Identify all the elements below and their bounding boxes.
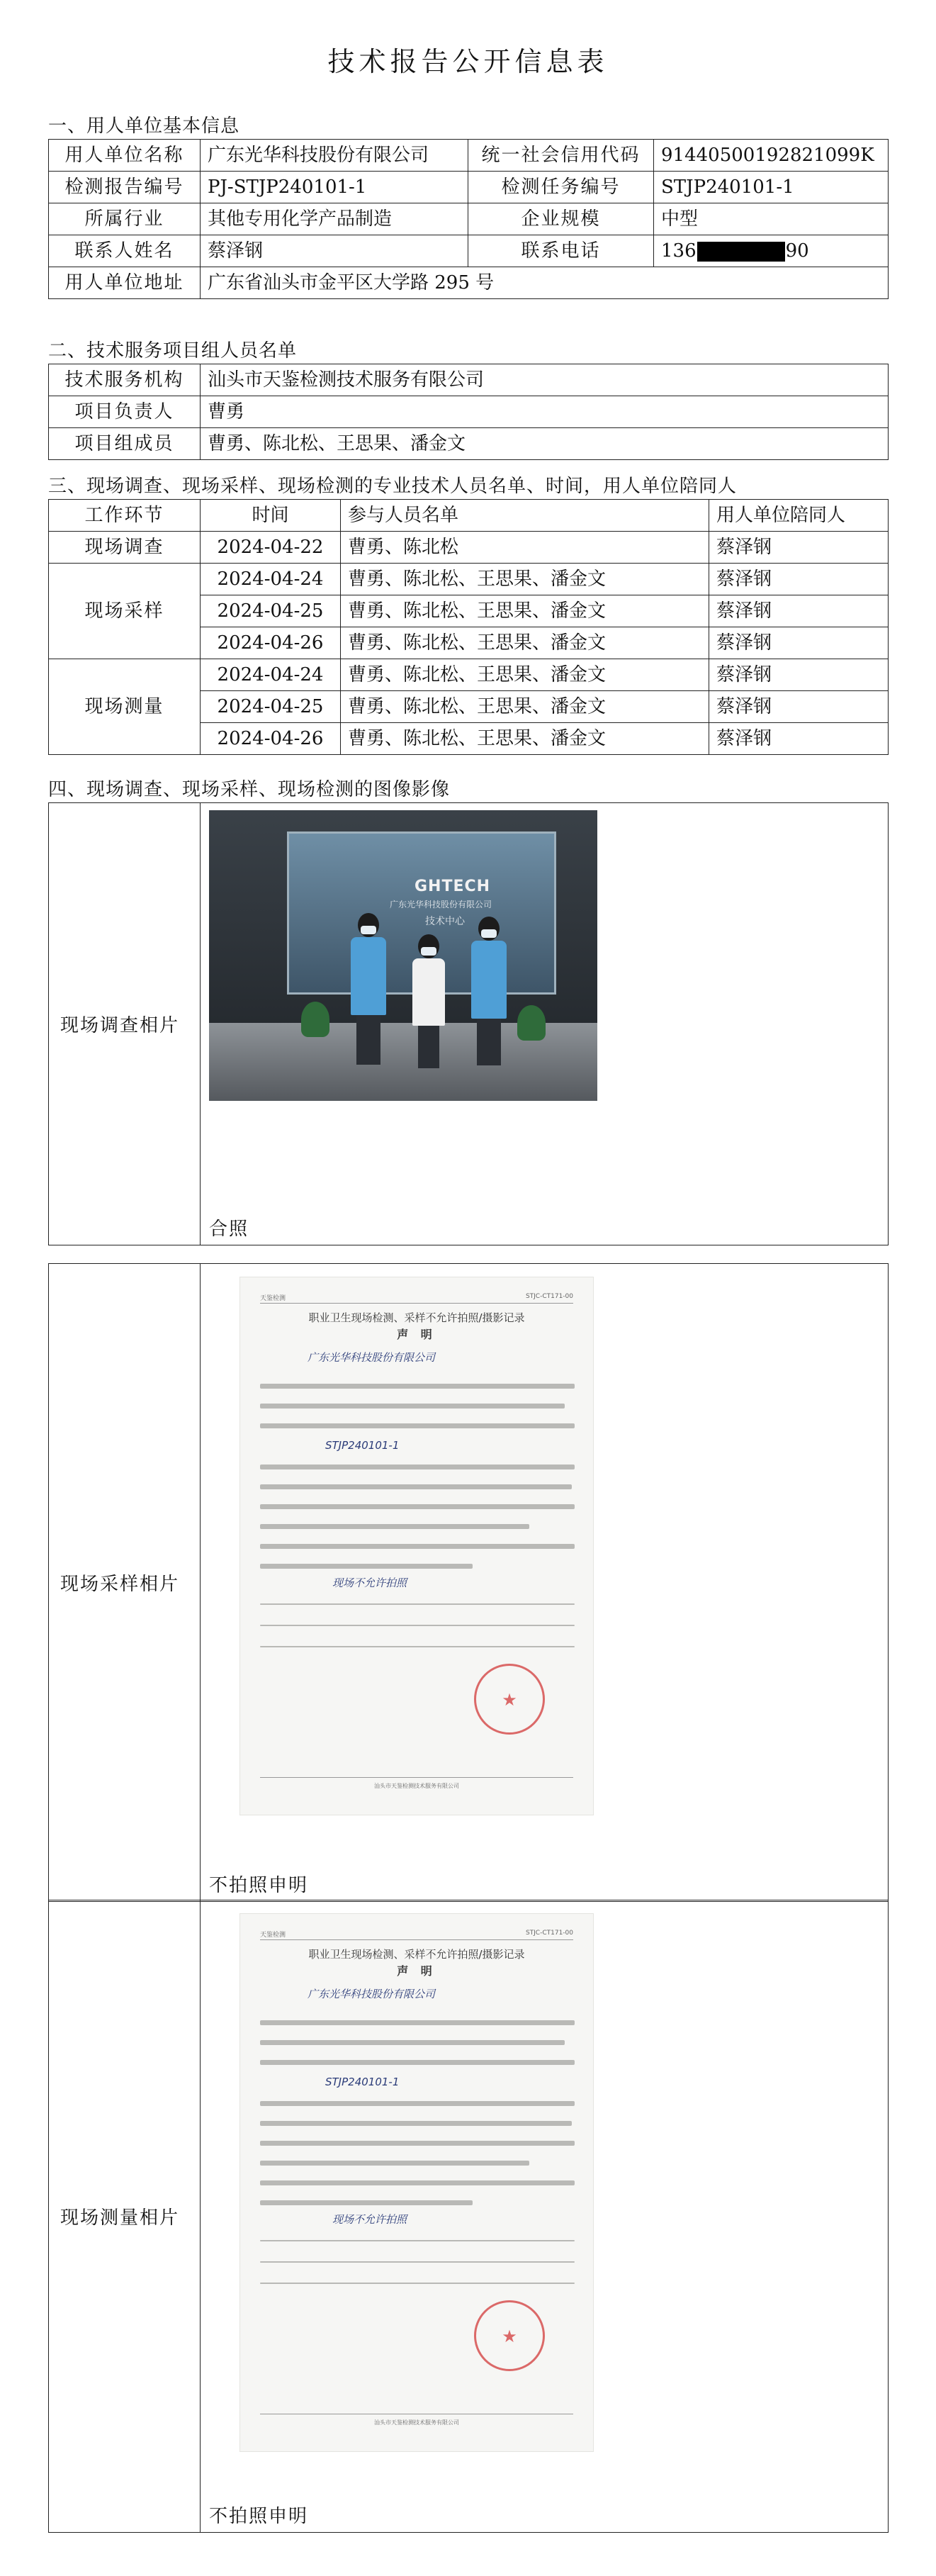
photo-cell bbox=[201, 1264, 889, 1902]
cell-label: 用人单位地址 bbox=[49, 267, 201, 299]
escort-cell: 蔡泽钢 bbox=[709, 627, 889, 659]
date-cell: 2024-04-26 bbox=[201, 723, 341, 755]
photo-caption: 合照 bbox=[209, 1219, 249, 1240]
section2-heading: 二、技术服务项目组人员名单 bbox=[48, 340, 298, 362]
staff-cell: 曹勇、陈北松、王思果、潘金文 bbox=[341, 723, 709, 755]
table-row bbox=[49, 1900, 889, 2533]
cell-label: 统一社会信用代码 bbox=[468, 140, 654, 172]
cell-value: 曹勇 bbox=[201, 396, 889, 428]
form-footer: 汕头市天鉴检测技术服务有限公司 bbox=[374, 2419, 459, 2426]
cell-label: 检测任务编号 bbox=[468, 172, 654, 203]
cell-label: 所属行业 bbox=[49, 203, 201, 235]
handwritten-code: STJP240101-1 bbox=[325, 1439, 400, 1452]
table-row bbox=[49, 203, 889, 235]
cell-label: 用人单位名称 bbox=[49, 140, 201, 172]
section3-heading: 三、现场调查、现场采样、现场检测的专业技术人员名单、时间，用人单位陪同人 bbox=[48, 476, 738, 497]
form-header-left: 天鉴检测 bbox=[260, 1932, 286, 1939]
cell-value: 91440500192821099K bbox=[654, 140, 889, 172]
phone-suffix: 90 bbox=[785, 240, 809, 262]
table-row bbox=[49, 267, 889, 299]
team-table bbox=[48, 364, 889, 460]
stage-cell: 现场采样 bbox=[49, 564, 201, 659]
plant-icon bbox=[301, 1002, 329, 1037]
table-row bbox=[49, 803, 889, 1245]
section1-heading: 一、用人单位基本信息 bbox=[48, 116, 240, 137]
handwritten-company: 广东光华科技股份有限公司 bbox=[308, 1988, 436, 2000]
handwritten-code: STJP240101-1 bbox=[325, 2076, 400, 2088]
form-title: 职业卫生现场检测、采样不允许拍照/摄影记录 bbox=[308, 1311, 525, 1324]
date-cell: 2024-04-24 bbox=[201, 659, 341, 691]
table-row bbox=[49, 659, 889, 691]
cell-value: 其他专用化学产品制造 bbox=[201, 203, 468, 235]
table-row bbox=[49, 428, 889, 460]
cell-value: 曹勇、陈北松、王思果、潘金文 bbox=[201, 428, 889, 460]
escort-cell: 蔡泽钢 bbox=[709, 595, 889, 627]
photo-row-label: 现场调查相片 bbox=[49, 803, 201, 1245]
basic-info-table bbox=[48, 139, 889, 299]
cell-value: 中型 bbox=[654, 203, 889, 235]
photo-cell bbox=[201, 1900, 889, 2533]
photo-caption: 不拍照申明 bbox=[209, 1875, 309, 1896]
photo-sign-company: 广东光华科技股份有限公司 bbox=[390, 900, 492, 909]
escort-cell: 蔡泽钢 bbox=[709, 659, 889, 691]
redaction-bar bbox=[697, 242, 785, 262]
form-subtitle: 声 明 bbox=[397, 1964, 436, 1978]
form-subtitle: 声 明 bbox=[397, 1328, 436, 1341]
escort-cell: 蔡泽钢 bbox=[709, 723, 889, 755]
date-cell: 2024-04-22 bbox=[201, 532, 341, 564]
cell-value: 汕头市天鉴检测技术服务有限公司 bbox=[201, 364, 889, 396]
date-cell: 2024-04-25 bbox=[201, 595, 341, 627]
staff-cell: 曹勇、陈北松、王思果、潘金文 bbox=[341, 627, 709, 659]
cell-label: 项目负责人 bbox=[49, 396, 201, 428]
cell-label: 联系人姓名 bbox=[49, 235, 201, 267]
photo-sign-brand: GHTECH bbox=[415, 878, 491, 895]
photo-row-label: 现场测量相片 bbox=[49, 1900, 201, 2533]
stage-cell: 现场测量 bbox=[49, 659, 201, 755]
table-row bbox=[49, 532, 889, 564]
declaration-form bbox=[239, 1277, 594, 1815]
staff-cell: 曹勇、陈北松、王思果、潘金文 bbox=[341, 659, 709, 691]
photo-cell bbox=[201, 803, 889, 1245]
company-seal: ★ bbox=[474, 1664, 545, 1735]
table-row bbox=[49, 564, 889, 595]
form-header-left: 天鉴检测 bbox=[260, 1295, 286, 1302]
contact-phone bbox=[654, 235, 889, 267]
table-row bbox=[49, 1264, 889, 1902]
table-row bbox=[49, 396, 889, 428]
cell-value: STJP240101-1 bbox=[654, 172, 889, 203]
staff-cell: 曹勇、陈北松 bbox=[341, 532, 709, 564]
group-photo bbox=[209, 810, 597, 1101]
form-header-right: STJC-CT171-00 bbox=[525, 1930, 573, 1937]
date-cell: 2024-04-26 bbox=[201, 627, 341, 659]
contact-name: 蔡泽钢 bbox=[201, 235, 468, 267]
staff-cell: 曹勇、陈北松、王思果、潘金文 bbox=[341, 564, 709, 595]
schedule-table bbox=[48, 499, 889, 755]
company-seal: ★ bbox=[474, 2300, 545, 2371]
escort-cell: 蔡泽钢 bbox=[709, 532, 889, 564]
handwritten-note: 现场不允许拍照 bbox=[332, 1577, 407, 1589]
staff-cell: 曹勇、陈北松、王思果、潘金文 bbox=[341, 691, 709, 723]
survey-photo-table bbox=[48, 802, 889, 1245]
column-header: 参与人员名单 bbox=[341, 500, 709, 532]
form-header-right: STJC-CT171-00 bbox=[525, 1293, 573, 1300]
photo-row-label: 现场采样相片 bbox=[49, 1264, 201, 1902]
date-cell: 2024-04-25 bbox=[201, 691, 341, 723]
measurement-photo-table bbox=[48, 1900, 889, 2533]
table-row bbox=[49, 235, 889, 267]
cell-label: 企业规模 bbox=[468, 203, 654, 235]
cell-label: 技术服务机构 bbox=[49, 364, 201, 396]
plant-icon bbox=[517, 1005, 546, 1041]
handwritten-company: 广东光华科技股份有限公司 bbox=[308, 1351, 436, 1364]
handwritten-note: 现场不允许拍照 bbox=[332, 2213, 407, 2226]
photo-caption: 不拍照申明 bbox=[209, 2506, 309, 2527]
form-footer: 汕头市天鉴检测技术服务有限公司 bbox=[374, 1783, 459, 1789]
section4-heading: 四、现场调查、现场采样、现场检测的图像影像 bbox=[48, 779, 451, 800]
column-header: 工作环节 bbox=[49, 500, 201, 532]
cell-value: 广东光华科技股份有限公司 bbox=[201, 140, 468, 172]
table-header-row bbox=[49, 500, 889, 532]
stage-cell: 现场调查 bbox=[49, 532, 201, 564]
escort-cell: 蔡泽钢 bbox=[709, 564, 889, 595]
table-row bbox=[49, 172, 889, 203]
table-row bbox=[49, 140, 889, 172]
column-header: 时间 bbox=[201, 500, 341, 532]
cell-label: 检测报告编号 bbox=[49, 172, 201, 203]
cell-value: PJ-STJP240101-1 bbox=[201, 172, 468, 203]
form-title: 职业卫生现场检测、采样不允许拍照/摄影记录 bbox=[308, 1948, 525, 1961]
sampling-photo-table bbox=[48, 1263, 889, 1902]
date-cell: 2024-04-24 bbox=[201, 564, 341, 595]
column-header: 用人单位陪同人 bbox=[709, 500, 889, 532]
cell-label: 项目组成员 bbox=[49, 428, 201, 460]
address-value: 广东省汕头市金平区大学路 295 号 bbox=[201, 267, 889, 299]
phone-prefix: 136 bbox=[661, 240, 697, 262]
cell-label: 联系电话 bbox=[468, 235, 654, 267]
staff-cell: 曹勇、陈北松、王思果、潘金文 bbox=[341, 595, 709, 627]
photo-sign-dept: 技术中心 bbox=[425, 916, 465, 927]
escort-cell: 蔡泽钢 bbox=[709, 691, 889, 723]
declaration-form bbox=[239, 1913, 594, 2452]
table-row bbox=[49, 364, 889, 396]
page-title: 技术报告公开信息表 bbox=[327, 46, 609, 77]
